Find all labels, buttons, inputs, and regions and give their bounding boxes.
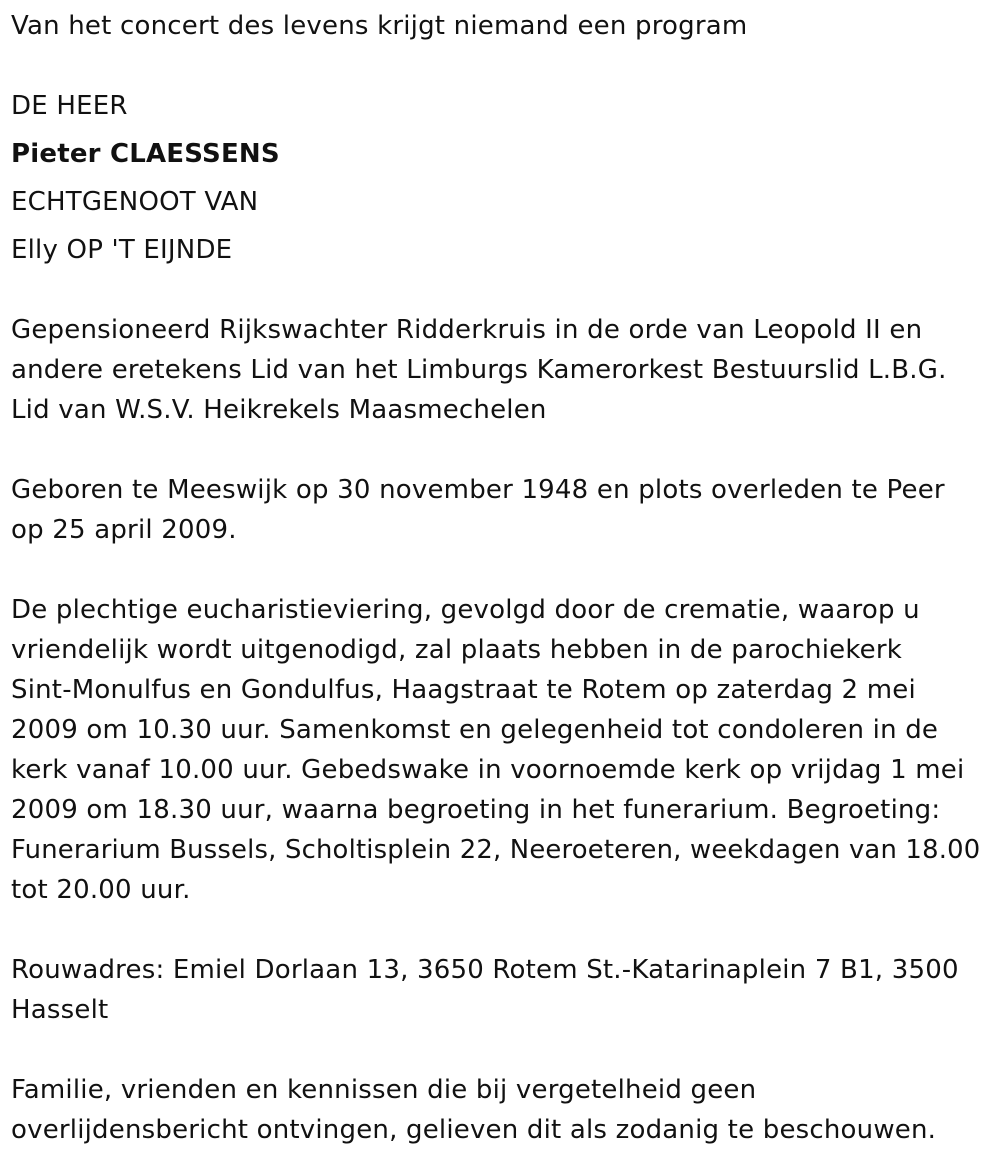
ceremony-paragraph bbox=[11, 590, 980, 910]
spouse-label: ECHTGENOOT VAN bbox=[11, 187, 259, 217]
paragraph-line: overlijdensbericht ontvingen, gelieven dit als zodanig te beschouwen. bbox=[11, 1115, 937, 1145]
biography-paragraph bbox=[11, 310, 947, 430]
paragraph-line: Geboren te Meeswijk op 30 november 1948 en plots overleden te Peer bbox=[11, 475, 945, 505]
paragraph-line: andere eretekens Lid van het Limburgs Kamerorkest Bestuurslid L.B.G. bbox=[11, 355, 947, 385]
paragraph-line: Rouwadres: Emiel Dorlaan 13, 3650 Rotem St.-Katarinaplein 7 B1, 3500 bbox=[11, 955, 959, 985]
birth-death-paragraph bbox=[11, 470, 945, 550]
family-notice-paragraph bbox=[11, 1070, 936, 1150]
paragraph-line: Gepensioneerd Rijkswachter Ridderkruis in de orde van Leopold II en bbox=[11, 315, 923, 345]
paragraph-line: op 25 april 2009. bbox=[11, 515, 237, 545]
honorific-title: DE HEER bbox=[11, 91, 128, 121]
paragraph-line: kerk vanaf 10.00 uur. Gebedswake in voornoemde kerk op vrijdag 1 mei bbox=[11, 755, 965, 785]
paragraph-line: 2009 om 10.30 uur. Samenkomst en gelegenheid tot condoleren in de bbox=[11, 715, 939, 745]
paragraph-line: Funerarium Bussels, Scholtisplein 22, Neeroeteren, weekdagen van 18.00 bbox=[11, 835, 981, 865]
spouse-name: Elly OP 'T EIJNDE bbox=[11, 235, 233, 265]
motto: Van het concert des levens krijgt niemand een program bbox=[11, 11, 748, 41]
paragraph-line: Hasselt bbox=[11, 995, 109, 1025]
mourning-address-paragraph bbox=[11, 950, 959, 1030]
paragraph-line: vriendelijk wordt uitgenodigd, zal plaats hebben in de parochiekerk bbox=[11, 635, 903, 665]
paragraph-line: Lid van W.S.V. Heikrekels Maasmechelen bbox=[11, 395, 547, 425]
paragraph-line: Sint-Monulfus en Gondulfus, Haagstraat te Rotem op zaterdag 2 mei bbox=[11, 675, 916, 705]
paragraph-line: 2009 om 18.30 uur, waarna begroeting in het funerarium. Begroeting: bbox=[11, 795, 941, 825]
paragraph-line: Familie, vrienden en kennissen die bij vergetelheid geen bbox=[11, 1075, 757, 1105]
paragraph-line: De plechtige eucharistieviering, gevolgd door de crematie, waarop u bbox=[11, 595, 920, 625]
deceased-name: Pieter CLAESSENS bbox=[11, 139, 280, 169]
paragraph-line: tot 20.00 uur. bbox=[11, 875, 191, 905]
